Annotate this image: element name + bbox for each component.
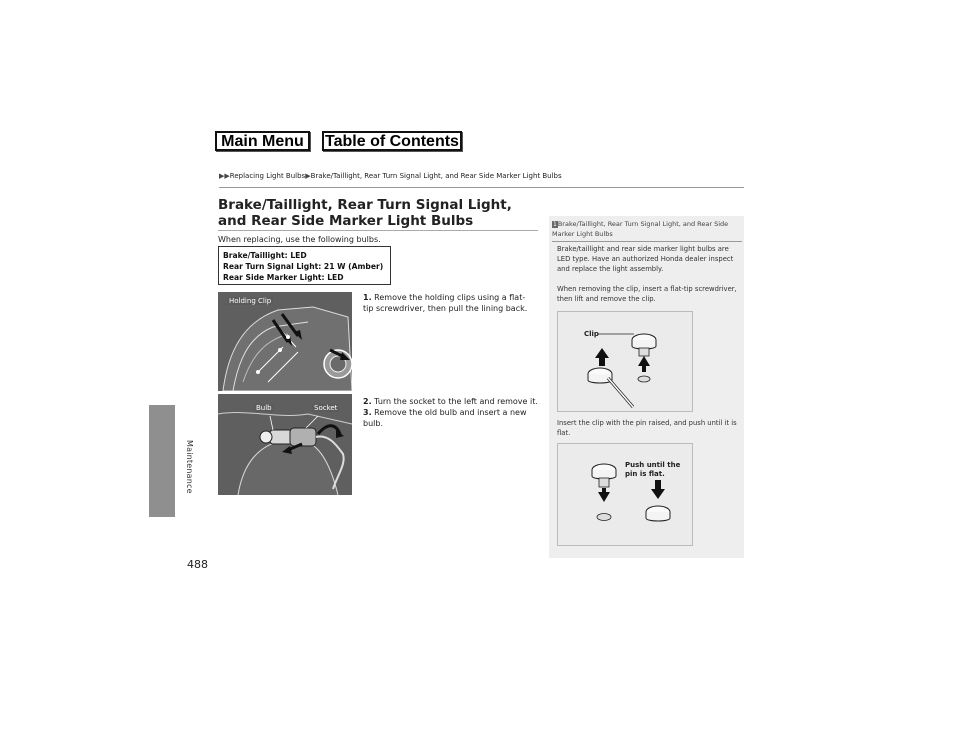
main-menu-button[interactable]: Main Menu bbox=[215, 131, 310, 151]
spec-brake-taillight: Brake/Taillight: LED bbox=[223, 251, 307, 260]
step-number: 3. bbox=[363, 408, 372, 417]
intro-text: When replacing, use the following bulbs. bbox=[218, 235, 381, 244]
push-label-line-2: pin is flat. bbox=[625, 470, 665, 478]
breadcrumb-arrow-icon: ▶▶ bbox=[219, 172, 230, 180]
page-title: Brake/Taillight, Rear Turn Signal Light, and Rear Side Marker Light Bulbs bbox=[218, 197, 512, 229]
step-3 bbox=[363, 407, 543, 429]
note-title-text: Brake/Taillight, Rear Turn Signal Light, and Rear Side Marker Light Bulbs bbox=[552, 220, 729, 238]
bulb-socket-figure bbox=[218, 394, 352, 495]
bulb-spec-box bbox=[218, 246, 391, 285]
section-label: Maintenance bbox=[185, 440, 194, 494]
title-divider bbox=[218, 230, 538, 231]
clip-removal-illustration bbox=[558, 312, 692, 411]
clip-insertion-diagram bbox=[557, 443, 693, 546]
note-divider bbox=[552, 241, 742, 242]
bulb-label: Bulb bbox=[256, 404, 272, 412]
section-tab bbox=[149, 405, 175, 517]
holding-clip-figure bbox=[218, 292, 352, 391]
table-of-contents-button[interactable]: Table of Contents bbox=[322, 131, 462, 151]
spec-rear-turn-signal: Rear Turn Signal Light: 21 W (Amber) bbox=[223, 262, 384, 271]
step-text: Remove the old bulb and insert a new bulb. bbox=[363, 408, 527, 428]
clip-insertion-illustration bbox=[558, 444, 692, 545]
step-number: 1. bbox=[363, 293, 372, 302]
note-paragraph-inserting-clip: Insert the clip with the pin raised, and push until it is flat. bbox=[557, 419, 737, 437]
step-2 bbox=[363, 396, 543, 407]
clip-removal-diagram bbox=[557, 311, 693, 412]
breadcrumb-item-current: Brake/Taillight, Rear Turn Signal Light, and Rear Side Marker Light Bulbs bbox=[310, 172, 562, 180]
socket-label: Socket bbox=[314, 404, 338, 412]
holding-clip-label: Holding Clip bbox=[229, 297, 272, 305]
push-label-line-1: Push until the bbox=[625, 461, 681, 469]
page-number: 488 bbox=[187, 558, 208, 571]
note-paragraph-led: Brake/taillight and rear side marker light bulbs are LED type. Have an authorized Honda dealer inspect and replace the light assembly. bbox=[557, 245, 734, 273]
breadcrumb-arrow-icon: ▶ bbox=[305, 172, 311, 180]
header-divider bbox=[219, 187, 744, 188]
step-text: Turn the socket to the left and remove it. bbox=[374, 397, 538, 406]
breadcrumb-item-replacing-light-bulbs[interactable]: Replacing Light Bulbs bbox=[229, 172, 306, 180]
step-1 bbox=[363, 292, 533, 314]
clip-label: Clip bbox=[584, 330, 599, 338]
trunk-lining-illustration bbox=[218, 292, 352, 391]
step-number: 2. bbox=[363, 397, 372, 406]
spec-rear-side-marker: Rear Side Marker Light: LED bbox=[223, 273, 344, 282]
note-title bbox=[552, 219, 742, 239]
step-text: Remove the holding clips using a flat-tip screwdriver, then pull the lining back. bbox=[363, 293, 528, 313]
reference-icon: 1 bbox=[553, 221, 557, 228]
breadcrumb bbox=[219, 172, 562, 180]
note-paragraph-removing-clip: When removing the clip, insert a flat-tip screwdriver, then lift and remove the clip. bbox=[557, 285, 737, 303]
